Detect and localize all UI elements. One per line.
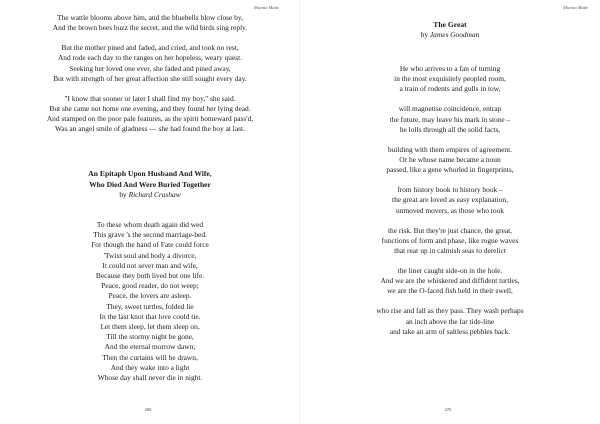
- verse-line: But she came not home one evening, and they found her lying dead.: [49, 104, 251, 114]
- verse-line: And we are the whiskered and diffident turtles,: [380, 276, 520, 286]
- verse-line: "I know that sooner or later I shall find my boy," she said.: [64, 93, 236, 103]
- verse-line: will magnetise coincidence, entrap: [398, 104, 502, 114]
- verse-line: unmoved movers, as those who took: [396, 205, 504, 215]
- byline-by: by: [119, 190, 127, 199]
- verse-line: It could not sever man and wife,: [102, 260, 198, 270]
- verse-line: Let them sleep, let them sleep on,: [100, 322, 200, 332]
- right-page: [300, 0, 600, 424]
- stanza: [0, 43, 300, 84]
- verse-line: Peace, good reader, do not weep;: [101, 281, 199, 291]
- verse-line: the liner caught side-on in the hole.: [397, 266, 503, 276]
- verse-line: This grave 's the second marriage-bed.: [93, 230, 207, 240]
- epitaph-poem: [0, 220, 300, 383]
- byline-by: by: [420, 30, 429, 39]
- verse-line: and take an arm of saltless pebbles back.: [389, 326, 511, 336]
- verse-line: But the mother pined and faded, and cried, and took no rest,: [61, 43, 239, 53]
- stanza: [0, 13, 300, 33]
- epitaph-heading: [0, 168, 300, 200]
- stanza: [300, 104, 600, 135]
- verse-line: In the last knot that love could tie.: [99, 311, 201, 321]
- ballad-ending: [0, 13, 300, 144]
- verse-line: that rear up in calmish seas to derelict: [394, 246, 506, 256]
- poem-title: An Epitaph Upon Husband And Wife,: [88, 169, 212, 178]
- poem-title: Who Died And Were Buried Together: [89, 180, 211, 189]
- verse-line: Seeking her loved one ever, she faded and pined away,: [69, 63, 231, 73]
- poem-byline: [300, 30, 600, 40]
- verse-line: Was an angel smile of gladness — she had found the boy at last.: [55, 124, 245, 134]
- verse-line: an inch above the far tide-line: [405, 316, 495, 326]
- poem-title: The Great: [433, 20, 467, 29]
- verse-line: Peace, the lovers are asleep.: [108, 291, 192, 301]
- running-head-left: Mucma Made: [254, 5, 279, 10]
- verse-line: Then the curtains will be drawn,: [102, 352, 198, 362]
- stanza: [300, 226, 600, 257]
- verse-line: But with strength of her great affection she still sought every day.: [53, 73, 247, 83]
- stanza: [300, 306, 600, 337]
- page-number-left: 268: [144, 407, 152, 412]
- verse-line: Till the stormy night be gone,: [106, 332, 194, 342]
- verse-line: They, sweet turtles, folded lie: [106, 301, 194, 311]
- verse-line: the great are loved as easy explanation,: [392, 195, 508, 205]
- verse-line: And they wake into a light: [110, 362, 190, 372]
- stanza: [300, 64, 600, 95]
- verse-line: we are the O-faced fish held in their swell,: [387, 286, 513, 296]
- stanza: [300, 185, 600, 216]
- verse-line: who rise and fall as they pass. They wash perhaps: [376, 306, 524, 316]
- verse-line: a train of rodents and gulls in tow,: [399, 84, 501, 94]
- verse-line: 'Twixt soul and body a divorce,: [103, 250, 197, 260]
- verse-line: Or he whose name became a noun: [399, 155, 501, 165]
- verse-line: And the eternal morrow dawn;: [104, 342, 196, 352]
- verse-line: For though the hand of Fate could force: [91, 240, 209, 250]
- verse-line: And the brown bees buzz the secret, and the wild birds sing reply.: [52, 23, 248, 33]
- poem-byline: [0, 190, 300, 200]
- verse-line: building with them empires of agreement.: [388, 144, 512, 154]
- running-head-right: Mucma Made: [563, 5, 588, 10]
- stanza: [300, 266, 600, 297]
- verse-line: the risk. But they're just chance, the great,: [387, 225, 513, 235]
- great-poem: [300, 64, 600, 347]
- stanza: [0, 94, 300, 135]
- great-heading: [300, 19, 600, 40]
- poem-author: James Goodman: [429, 30, 480, 39]
- verse-line: passed, like a gene whorled in fingerprints,: [386, 165, 514, 175]
- verse-line: functions of form and phase, like rogue waves: [381, 235, 519, 245]
- verse-line: To these whom death again did wed: [96, 220, 204, 229]
- verse-line: And rode each day to the ranges on her hopeless, weary quest.: [57, 53, 243, 63]
- verse-line: Whose day shall never die in night.: [97, 373, 203, 383]
- verse-line: And stamped on the poor pale features, as the spirit homeward pass'd,: [46, 114, 254, 124]
- verse-line: from history book to history book –: [397, 185, 503, 195]
- stanza: [300, 145, 600, 176]
- verse-line: The wattle blooms above him, and the bluebells blow close by,: [57, 13, 243, 22]
- verse-line: He who arrives to a fan of turning: [399, 64, 501, 73]
- verse-line: in the most exquisitely peopled room,: [394, 74, 506, 84]
- poem-author: Richard Crashaw: [128, 190, 181, 199]
- verse-line: he lolls through all the solid facts,: [399, 124, 501, 134]
- page-number-right: 270: [444, 407, 452, 412]
- verse-line: the future, may leave his mark in stone –: [389, 114, 511, 124]
- verse-line: Because they both lived but one life.: [95, 271, 205, 281]
